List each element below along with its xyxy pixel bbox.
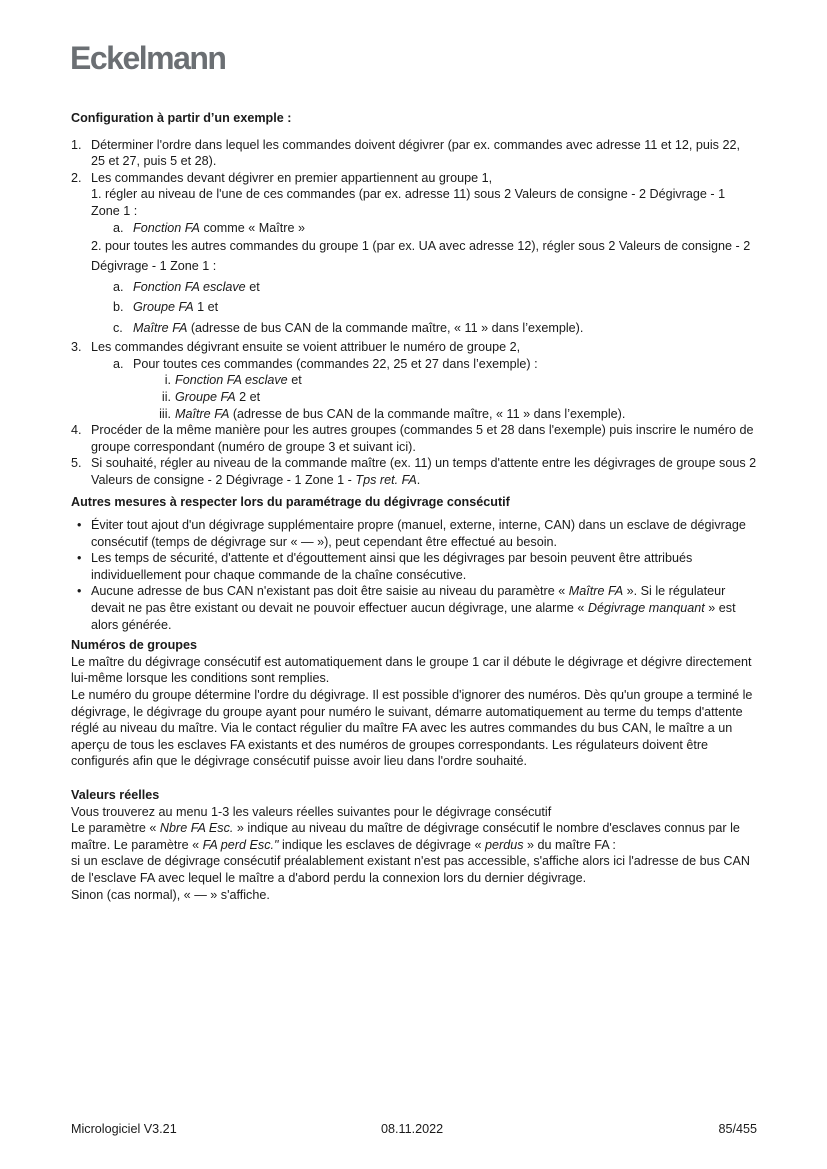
sub-text: (adresse de bus CAN de la commande maître, « 11 » dans l’exemple). — [187, 321, 584, 336]
bullet-marker: • — [77, 518, 82, 533]
sub-list-item — [71, 297, 757, 318]
paragraph-text: indique les esclaves de dégivrage « — [278, 837, 485, 852]
sub-marker: b. — [113, 300, 124, 315]
footer-date: 08.11.2022 — [381, 1122, 444, 1136]
list-text: Les commandes devant dégivrer en premier appartiennent au groupe 1, — [91, 170, 493, 185]
parameter-name: Fonction FA esclave — [175, 373, 288, 388]
parameter-name: Groupe FA — [175, 389, 236, 404]
list-number: 1. — [71, 137, 82, 152]
parameter-name: Fonction FA — [133, 220, 200, 235]
parameter-name: FA perd Esc." — [202, 837, 279, 852]
parameter-name: Nbre FA Esc. — [159, 821, 234, 836]
list-text: . — [416, 472, 421, 487]
bullet-text: Éviter tout ajout d'un dégivrage supplémentaire propre (manuel, externe, interne, CAN) dans un esclave de dégivrage consécutif (temps de dégivrage sur « — »), peut cependant être effectué au besoin. — [91, 518, 746, 549]
list-text: Procéder de la même manière pour les autres groupes (commandes 5 et 28 dans l'exemple) puis inscrire le numéro de groupe correspondant (numéro de groupe 3 et suivant ici). — [91, 423, 754, 454]
bullet-text: ». Si le régulateur devait ne pas être existant ou devait ne pouvoir effectuer aucun dégivrage, une alarme « — [91, 584, 726, 616]
sub-marker: c. — [113, 321, 123, 336]
paragraph-text: » du maître FA : — [523, 837, 616, 852]
sub-paragraph: 1. régler au niveau de l'une de ces commandes (par ex. adresse 11) sous 2 Valeurs de consigne - 2 Dégivrage - 1 Zone 1 : — [91, 187, 726, 218]
sub-text: (adresse de bus CAN de la commande maître, « 11 » dans l’exemple). — [229, 406, 626, 421]
bullet-item — [71, 583, 757, 633]
bullet-marker: • — [77, 551, 82, 566]
sub-marker: a. — [113, 280, 124, 295]
parameter-name: Maître FA — [568, 584, 624, 599]
paragraph: Vous trouverez au menu 1-3 les valeurs réelles suivantes pour le dégivrage consécutif — [71, 804, 552, 819]
paragraph-text: Le paramètre « — [71, 821, 160, 836]
bullet-text: Les temps de sécurité, d'attente et d'égouttement ainsi que les dégivrages par besoin peuvent être attribués individuellement pour chaque commande de la chaîne consécutive. — [91, 551, 693, 582]
list-number: 5. — [71, 456, 82, 471]
list-item — [71, 455, 757, 488]
bullet-text: » est alors générée. — [91, 601, 736, 632]
paragraph: si un esclave de dégivrage consécutif préalablement existant n'est pas accessible, s'affiche alors ici l'adresse de bus CAN de l'esclave FA avec lequel le maître a d'abord perdu la connexion lors du dernier dégivrage. — [71, 854, 751, 885]
roman-marker: i. — [164, 373, 171, 388]
list-text: Déterminer l'ordre dans lequel les commandes doivent dégivrer (par ex. commandes avec adresse 11 et 12, puis 22, 25 et 27, puis 5 et 28). — [91, 137, 740, 169]
sub-text: 2 et — [235, 389, 261, 404]
parameter-name: Maître FA — [175, 406, 230, 421]
roman-marker: iii. — [159, 406, 171, 421]
bullet-text: Aucune adresse de bus CAN n'existant pas doit être saisie au niveau du paramètre « — [91, 584, 569, 599]
sub-text: et — [245, 280, 260, 295]
sub-list-item — [71, 278, 757, 297]
sub-list-item — [71, 318, 757, 339]
bullet-item — [71, 517, 757, 550]
sub-list-item — [71, 356, 757, 373]
parameter-name: Maître FA — [133, 321, 188, 336]
sub-paragraph: 2. pour toutes les autres commandes du groupe 1 (par ex. UA avec adresse 12), régler sous 2 Valeurs de consigne - 2 Dégivrage - 1 Zone 1 : — [91, 239, 751, 274]
list-item — [71, 422, 757, 455]
sub-text: Pour toutes ces commandes (commandes 22, 25 et 27 dans l’exemple) : — [133, 356, 538, 371]
bullet-marker: • — [77, 584, 82, 599]
list-item — [71, 339, 757, 356]
parameter-name: Groupe FA — [133, 300, 194, 315]
sub-marker: a. — [113, 220, 124, 235]
roman-list-item — [71, 389, 757, 406]
section-heading-configuration: Configuration à partir d’un exemple : — [71, 111, 292, 125]
bullet-item — [71, 550, 757, 583]
list-number: 4. — [71, 423, 82, 438]
sub-text: et — [287, 373, 302, 388]
parameter-value: perdus — [485, 837, 524, 852]
roman-marker: ii. — [161, 389, 171, 404]
sub-text: 1 et — [193, 300, 219, 315]
paragraph-text: » indique au niveau du maître de dégivrage consécutif le nombre d'esclaves connus par le maître. Le paramètre « — [71, 821, 740, 852]
firmware-version: Micrologiciel V3.21 — [71, 1122, 177, 1136]
roman-list-item — [71, 406, 757, 423]
sub-marker: a. — [113, 356, 124, 371]
page-footer — [71, 1122, 757, 1140]
sub-list-item — [71, 220, 757, 237]
paragraph: Sinon (cas normal), « — » s'affiche. — [71, 887, 270, 902]
list-text: Si souhaité, régler au niveau de la commande maître (ex. 11) un temps d'attente entre les dégivrages de groupe sous 2 Valeurs de consigne - 2 Dégivrage - 1 Zone 1 - — [91, 456, 757, 487]
list-item — [71, 170, 757, 187]
section-heading-actual-values: Valeurs réelles — [71, 788, 160, 802]
list-number: 2. — [71, 170, 82, 185]
section-heading-other-measures: Autres mesures à respecter lors du paramétrage du dégivrage consécutif — [71, 494, 510, 509]
list-item — [71, 137, 757, 170]
document-body — [71, 110, 757, 903]
page-number: 85/455 — [718, 1122, 757, 1136]
paragraph: Le maître du dégivrage consécutif est automatiquement dans le groupe 1 car il débute le dégivrage et dégivre directement lui-même lorsque les conditions sont remplies. — [71, 654, 752, 686]
company-logo: Eckelmann — [70, 40, 226, 76]
section-heading-group-numbers: Numéros de groupes — [71, 638, 197, 653]
list-number: 3. — [71, 340, 82, 355]
sub-text: comme « Maître » — [199, 220, 305, 235]
alarm-name: Dégivrage manquant — [587, 601, 705, 616]
parameter-name: Fonction FA esclave — [133, 280, 246, 295]
list-text: Les commandes dégivrant ensuite se voient attribuer le numéro de groupe 2, — [91, 340, 521, 355]
paragraph: Le numéro du groupe détermine l'ordre du dégivrage. Il est possible d'ignorer des numéros. Dès qu'un groupe a terminé le dégivrage, le dégivrage du groupe ayant pour numéro le suivant, démarre automatiquement au terme du temps d'attente réglé au niveau du maître. Via le contact régulier du maître FA avec les autres commandes du bus CAN, le maître a un aperçu de tous les esclaves FA existants et des numéros de groupes correspondants. Les régulateurs doivent être configurés afin que le dégivrage consécutif puisse avoir lieu dans l'ordre souhaité. — [71, 688, 753, 769]
roman-list-item — [71, 372, 757, 389]
parameter-name: Tps ret. FA — [355, 472, 417, 487]
paragraph — [71, 820, 757, 853]
